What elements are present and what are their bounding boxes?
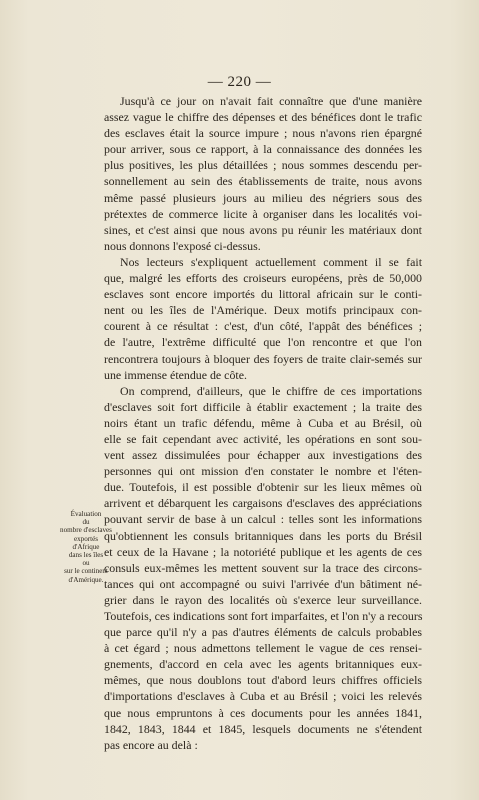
text-line: due. Toutefois, il est possible d'obtenir sur les lieux mêmes où bbox=[104, 480, 422, 495]
margin-note-line: sur le continent bbox=[64, 567, 108, 576]
text-line: pas encore au delà : bbox=[104, 737, 198, 752]
text-line: grier dans le rayon des localités où s'exerce leur surveillance. bbox=[104, 592, 422, 607]
body-text bbox=[104, 93, 422, 753]
text-line: 1842, 1843, 1844 et 1845, lesquels documents ne s'étendent bbox=[104, 721, 422, 736]
paragraph bbox=[104, 383, 422, 753]
text-line: esclaves sont encore importés du littoral africain sur le conti- bbox=[104, 287, 422, 302]
text-line: nent ou les îles de l'Amérique. Deux motifs principaux con- bbox=[104, 303, 422, 318]
text-line: Toutefois, ces indications sont fort imparfaites, et l'on n'y a recours bbox=[104, 609, 423, 623]
paragraph bbox=[104, 93, 422, 254]
text-line: des esclaves était la source impure ; nous n'avons rien épargné bbox=[104, 126, 422, 141]
text-line: courent à ce résultat : c'est, d'un côté, l'appât des bénéfices ; bbox=[104, 319, 422, 334]
text-line: pouvant servir de base à un calcul : telles sont les informations bbox=[104, 512, 422, 527]
text-line: prétextes de commerce licite à organiser dans les localités voi- bbox=[104, 206, 422, 221]
margin-note-line: nombre d'esclaves bbox=[60, 526, 112, 535]
text-line: même passé plusieurs jours au milieu des négriers sous des bbox=[104, 190, 422, 205]
text-line: noirs étant un trafic défendu, même à Cuba et au Brésil, où bbox=[104, 415, 422, 430]
text-line: arrivent et débarquent les cargaisons d'esclaves des appréciations bbox=[104, 496, 422, 511]
text-line: qu'obtiennent les consuls britanniques dans les ports du Brésil bbox=[104, 528, 422, 543]
text-line: que nous empruntons à ces documents pour les années 1841, bbox=[104, 705, 422, 720]
margin-note-line: Évaluation bbox=[70, 510, 102, 518]
text-line: mêmes, que nous doublons tout d'abord leurs chiffres officiels bbox=[104, 673, 422, 688]
text-line: personnes qui ont mission d'en constater le nombre et l'éten- bbox=[104, 464, 422, 479]
text-line: et ceux de la Havane ; la notoriété publique et les agents de ces bbox=[104, 544, 422, 559]
text-line: Nos lecteurs s'expliquent actuellement comment il se fait bbox=[120, 254, 422, 269]
text-line: consuls eux-mêmes les mettent souvent sur la trace des circons- bbox=[104, 560, 422, 575]
text-line: vent assez dissimulées pour échapper aux investigations des bbox=[104, 448, 422, 463]
paragraph bbox=[104, 254, 422, 383]
text-line: sonnellement au sein des établissements de traite, nous avons bbox=[104, 174, 422, 189]
margin-note-line: dans les îles bbox=[68, 551, 104, 560]
text-line: sines, et c'est ainsi que nous avons pu réunir les matériaux dont bbox=[104, 222, 422, 237]
text-line: d'importations d'esclaves à Cuba et au Brésil ; voici les relevés bbox=[104, 689, 422, 704]
text-line: d'esclaves soit fort difficile à établir exactement ; la traite des bbox=[104, 399, 422, 414]
margin-note-line: ou bbox=[82, 559, 90, 568]
text-line: que, malgré les efforts des croiseurs européens, près de 50,000 bbox=[104, 271, 422, 286]
text-line: Jusqu'à ce jour on n'avait fait connaître que d'une manière bbox=[120, 94, 422, 108]
margin-note-line: du bbox=[82, 518, 90, 527]
text-line: que parce qu'il n'y a pas d'autres éléments de calculs probables bbox=[104, 625, 422, 640]
text-line: une immense étendue de côte. bbox=[104, 367, 247, 382]
text-line: tances qui ont accompagné ou suivi l'arrivée d'un bâtiment né- bbox=[104, 576, 422, 591]
text-line: On comprend, d'ailleurs, que le chiffre de ces importations bbox=[120, 383, 422, 398]
text-line: elle se fait cependant avec activité, les opérations en sont sou- bbox=[104, 431, 422, 446]
text-line: plus positives, les plus détaillées ; nous sommes descendu per- bbox=[104, 158, 422, 173]
margin-note-line: d'Afrique bbox=[72, 542, 100, 551]
text-line: de l'autre, l'extrême difficulté que l'on rencontre et que l'on bbox=[104, 335, 422, 350]
text-line: pour arriver, sous ce rapport, à la connaissance des données les bbox=[104, 142, 422, 157]
text-line: à cet égard ; nous admettons tellement le vague de ces rensei- bbox=[104, 641, 422, 656]
text-line: gnements, d'accord en cela avec les agents britanniques eux- bbox=[104, 657, 422, 672]
margin-note-line: d'Amérique. bbox=[68, 575, 104, 584]
page-number: — 220 — bbox=[207, 74, 272, 90]
text-line: assez vague le chiffre des dépenses et des bénéfices dont le trafic bbox=[104, 110, 422, 125]
margin-note-line: exportés bbox=[73, 534, 99, 543]
text-line: nous donnons l'exposé ci-dessus. bbox=[104, 238, 261, 253]
text-line: rencontrera toujours à bloquer des foyers de traite clair-semés sur bbox=[104, 351, 422, 366]
